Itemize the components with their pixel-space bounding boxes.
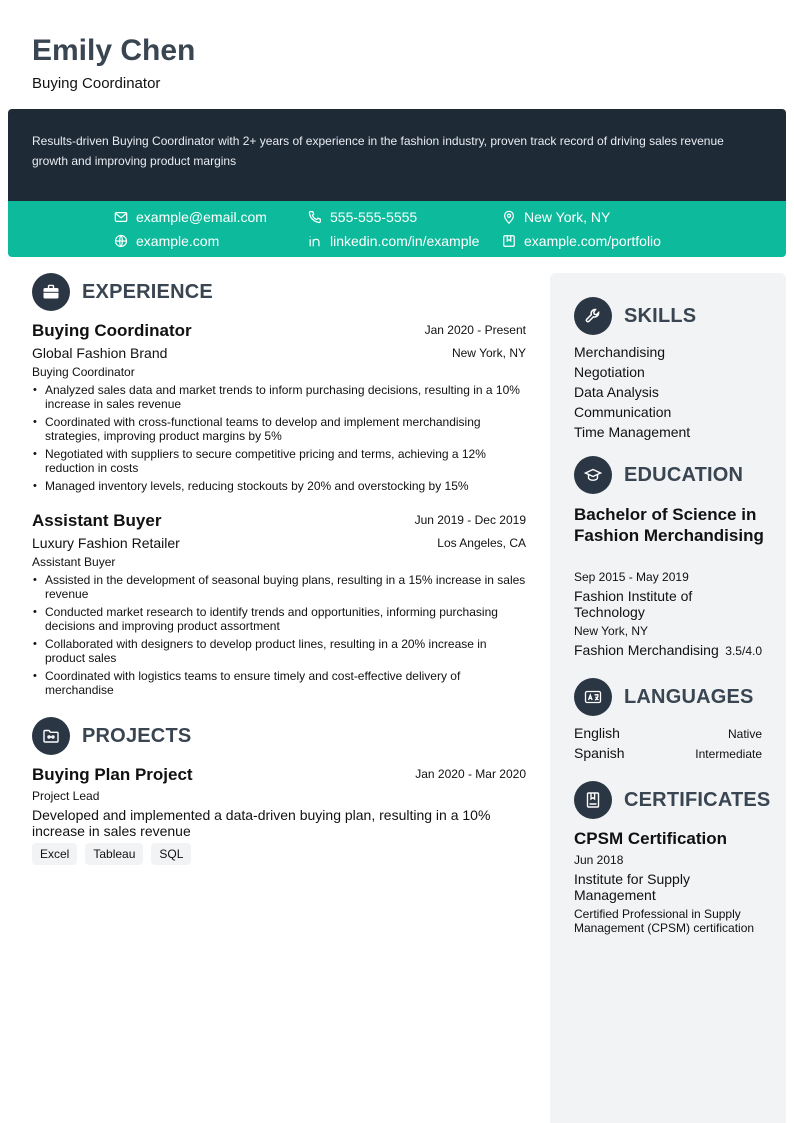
company-name: Luxury Fashion Retailer [32,535,180,551]
project-tags [32,843,191,865]
languages-header [574,678,754,716]
candidate-name: Emily Chen [32,34,196,67]
job-bullets [32,383,526,497]
language-row [574,745,762,761]
skill-tag: Excel [32,843,77,865]
job-bullet: • Analyzed sales data and market trends to inform purchasing decisions, resulting in a 10% increase in sales revenue [32,383,526,411]
book-icon [574,781,612,819]
resume-header [32,32,762,93]
mail-icon [114,210,128,224]
education-gpa: 3.5/4.0 [725,644,762,658]
contact-linkedin-text: linkedin.com/in/example [330,233,480,249]
contact-email-text: example@email.com [136,209,267,225]
wrench-icon [574,297,612,335]
certificates-header [574,781,770,819]
skills-header [574,297,696,335]
job-title: Buying Coordinator [32,321,192,340]
job-bullet: • Collaborated with designers to develop product lines, resulting in a 20% increase in product sales [32,637,526,665]
education-field: Fashion Merchandising [574,642,719,658]
language-level: Intermediate [695,747,762,761]
contact-location [502,209,610,225]
project-title: Buying Plan Project [32,765,193,784]
contact-phone[interactable] [308,209,417,225]
folder-icon [32,717,70,755]
contact-linkedin[interactable] [308,233,479,249]
contact-portfolio-text: example.com/portfolio [524,233,661,249]
contact-email[interactable] [114,209,267,225]
skill-item: Time Management [574,424,691,440]
education-dates: Sep 2015 - May 2019 [574,570,689,584]
linkedin-icon [308,234,322,248]
projects-title: PROJECTS [82,724,192,747]
skill-item: Data Analysis [574,384,659,400]
project-dates: Jan 2020 - Mar 2020 [415,767,526,781]
education-location: New York, NY [574,624,649,638]
portfolio-icon [502,234,516,248]
education-school: Fashion Institute of Technology [574,588,693,620]
job-bullets [32,573,526,701]
candidate-title: Buying Coordinator [32,75,161,92]
summary-band [8,109,786,201]
skill-item: Communication [574,404,672,420]
contact-location-text: New York, NY [524,209,611,225]
education-degree: Bachelor of Science in Fashion Merchandising [574,505,764,545]
language-name: English [574,725,620,741]
job-bullet: • Coordinated with logistics teams to ensure timely and cost-effective delivery of merchandise [32,669,526,697]
job-dates: Jan 2020 - Present [424,323,526,337]
skill-item: Negotiation [574,364,645,380]
education-header [574,456,743,494]
languages-title: LANGUAGES [624,685,754,708]
project-description: Developed and implemented a data-driven buying plan, resulting in a 10% increase in sales revenue [32,807,491,839]
skill-tag: Tableau [85,843,143,865]
certificate-name: CPSM Certification [574,829,728,848]
projects-header [32,717,191,755]
job-location: Los Angeles, CA [437,536,526,550]
contact-website-text: example.com [136,233,220,249]
job-bullet: • Negotiated with suppliers to secure competitive pricing and terms, achieving a 12% reduction in costs [32,447,526,475]
certificate-description: Certified Professional in Supply Management (CPSM) certification [574,907,755,935]
experience-header [32,273,213,311]
contact-portfolio[interactable] [502,233,661,249]
job-location: New York, NY [451,346,526,360]
job-role: Buying Coordinator [32,365,135,379]
certificate-issuer: Institute for Supply Management [574,871,690,903]
language-row [574,725,762,741]
globe-icon [114,234,128,248]
company-name: Global Fashion Brand [32,345,168,361]
education-title: EDUCATION [624,463,744,486]
job-title: Assistant Buyer [32,511,162,530]
job-bullet: • Coordinated with cross-functional teams to develop and implement merchandising strategies, improving product margins by 5% [32,415,526,443]
skill-tag: SQL [151,843,191,865]
phone-icon [308,210,322,224]
translate-icon [574,678,612,716]
skill-item: Merchandising [574,344,666,360]
skills-list [574,342,690,442]
experience-title: EXPERIENCE [82,280,213,303]
job-role: Assistant Buyer [32,555,116,569]
contact-phone-text: 555-555-5555 [330,209,418,225]
skills-title: SKILLS [624,304,697,327]
summary-text: Results-driven Buying Coordinator with 2+ years of experience in the fashion industry, proven track record of driving sales revenue growth and improving product margins [32,134,724,168]
graduation-cap-icon [574,456,612,494]
job-bullet: • Assisted in the development of seasonal buying plans, resulting in a 15% increase in sales revenue [32,573,526,601]
job-bullet: • Managed inventory levels, reducing stockouts by 20% and overstocking by 15% [32,479,526,493]
certificates-title: CERTIFICATES [624,788,771,811]
job-dates: Jun 2019 - Dec 2019 [414,513,526,527]
certificate-date: Jun 2018 [574,853,624,867]
briefcase-icon [32,273,70,311]
project-role: Project Lead [32,789,100,803]
contact-website[interactable] [114,233,219,249]
job-bullet: • Conducted market research to identify trends and opportunities, informing purchasing decisions and improving product assortment [32,605,526,633]
language-name: Spanish [574,745,625,761]
location-pin-icon [502,210,516,224]
language-level: Native [727,727,762,741]
